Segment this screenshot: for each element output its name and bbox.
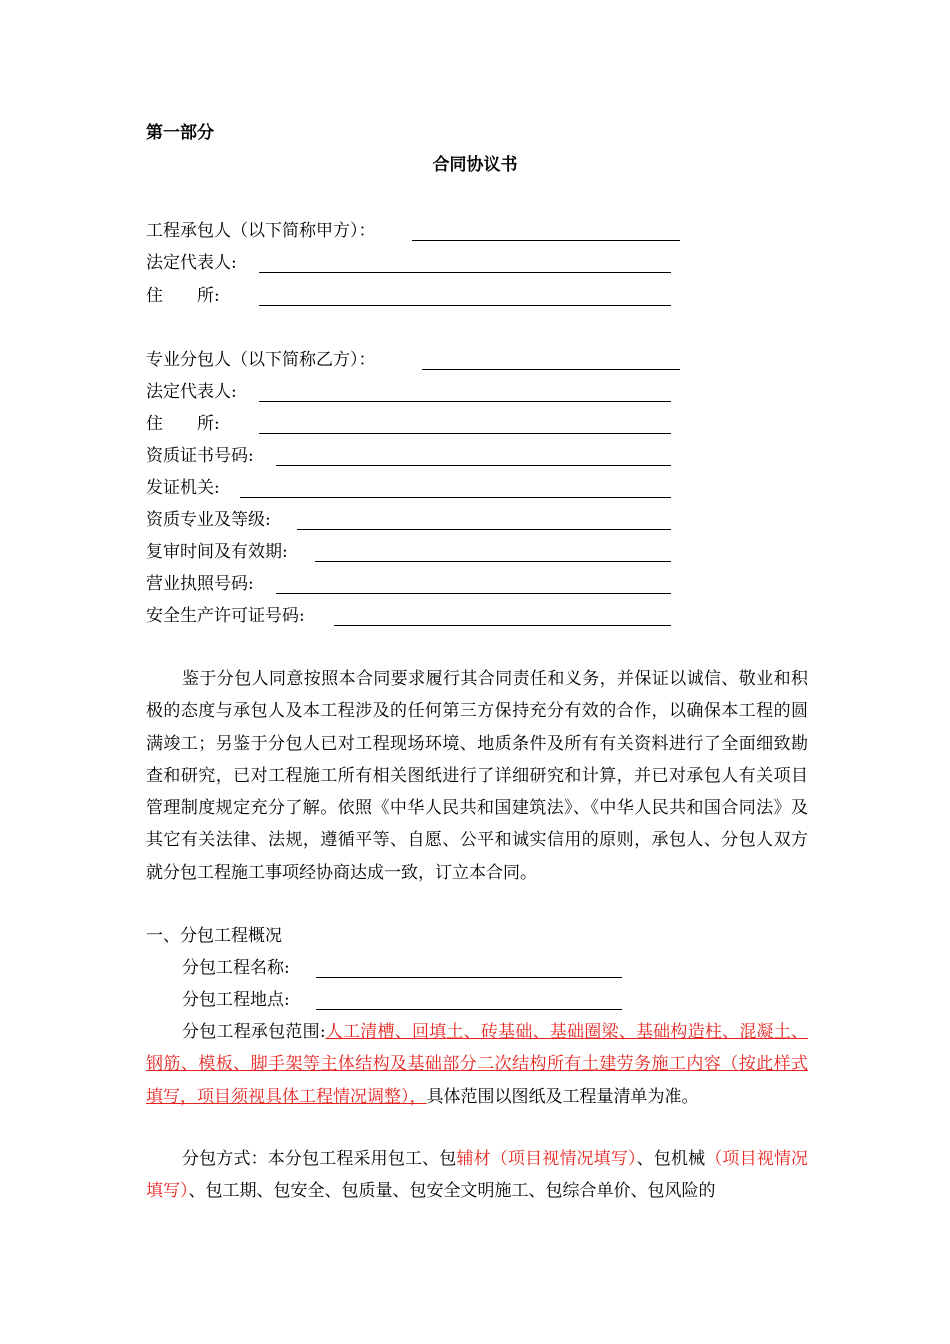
subproject-location-field[interactable] — [182, 987, 632, 1013]
party-b-review-field[interactable] — [146, 539, 676, 565]
party-b-qualification-field[interactable] — [146, 507, 676, 533]
section-1-heading: 一、分包工程概况 — [146, 926, 282, 946]
subproject-location-blank[interactable] — [316, 1009, 622, 1010]
party-a-contractor-blank[interactable] — [412, 240, 680, 241]
party-b-address-field[interactable] — [146, 411, 676, 437]
party-b-safety-permit-field[interactable] — [146, 603, 676, 629]
party-b-license-no-blank[interactable] — [276, 593, 671, 594]
party-b-safety-permit-label: 安全生产许可证号码: — [146, 606, 305, 626]
party-b-qualification-label: 资质专业及等级: — [146, 510, 271, 530]
party-b-legal-rep-field[interactable] — [146, 379, 676, 405]
party-b-subcontractor-label: 专业分包人（以下简称乙方）： — [146, 350, 376, 370]
mode-label: 分包方式：本分包工程采用包工、包 — [182, 1149, 457, 1169]
party-b-issuer-field[interactable] — [146, 475, 676, 501]
scope-tail: 具体范围以图纸及工程量清单为准。 — [426, 1086, 699, 1107]
party-b-issuer-blank[interactable] — [240, 497, 671, 498]
preamble-paragraph: 鉴于分包人同意按照本合同要求履行其合同责任和义务，并保证以诚信、敬业和积极的态度与承包人及本工程涉及的任何第三方保持充分有效的合作，以确保本工程的圆满竣工；另鉴于分包人已对工程现场环境、地质条件及所有有关资料进行了全面细致勘查和研究，已对工程施工所有相关图纸进行了详细研究和计算，并已对承包人有关项目管理制度规定充分了解。依照《中华人民共和国建筑法》、《中华人民共和国合同法》及其它有关法律、法规，遵循平等、自愿、公平和诚实信用的原则，承包人、分包人双方就分包工程施工事项经协商达成一致，订立本合同。 — [146, 669, 808, 883]
party-b-license-no-label: 营业执照号码: — [146, 574, 254, 594]
part-label: 第一部分 — [146, 123, 214, 143]
subproject-location-label: 分包工程地点: — [182, 990, 290, 1010]
mode-tail: 、包工期、包安全、包质量、包安全文明施工、包综合单价、包风险的 — [188, 1181, 716, 1202]
subproject-name-blank[interactable] — [316, 977, 622, 978]
mode-mid: 、包机械 — [636, 1149, 706, 1169]
party-b-subcontractor-blank[interactable] — [422, 369, 680, 370]
party-a-legal-rep-field[interactable] — [146, 250, 676, 276]
subproject-name-label: 分包工程名称: — [182, 958, 290, 978]
party-a-legal-rep-label: 法定代表人: — [146, 253, 237, 273]
party-a-contractor-field[interactable] — [146, 218, 686, 244]
party-b-cert-no-blank[interactable] — [276, 465, 671, 466]
scope-paragraph — [146, 1016, 808, 1113]
party-b-review-blank[interactable] — [315, 561, 671, 562]
party-a-legal-rep-blank[interactable] — [259, 272, 671, 273]
party-b-license-no-field[interactable] — [146, 571, 676, 597]
party-b-legal-rep-label: 法定代表人: — [146, 382, 237, 402]
scope-label: 分包工程承包范围: — [182, 1022, 326, 1042]
mode-red-materials: 辅材（项目视情况填写） — [456, 1149, 637, 1169]
mode-red-machinery: （项目视情况填写） — [146, 1149, 809, 1202]
party-a-contractor-label: 工程承包人（以下简称甲方）： — [146, 221, 376, 241]
party-b-cert-no-field[interactable] — [146, 443, 676, 469]
party-b-qualification-blank[interactable] — [297, 529, 671, 530]
party-b-address-blank[interactable] — [259, 433, 671, 434]
party-b-subcontractor-field[interactable] — [146, 347, 686, 373]
party-b-address-label: 住 所: — [146, 414, 220, 434]
document-title: 合同协议书 — [432, 155, 518, 175]
party-b-review-label: 复审时间及有效期: — [146, 542, 288, 562]
party-b-legal-rep-blank[interactable] — [259, 401, 671, 402]
party-b-issuer-label: 发证机关: — [146, 478, 220, 498]
party-a-address-blank[interactable] — [259, 305, 671, 306]
scope-red-text: 人工清槽、回填土、砖基础、基础圈梁、基础构造柱、混凝土、钢筋、模板、脚手架等主体结构及基础部分二次结构所有土建劳务施工内容（按此样式填写，项目须视具体工程情况调整）， — [146, 1022, 809, 1107]
subproject-name-field[interactable] — [182, 955, 632, 981]
party-b-cert-no-label: 资质证书号码: — [146, 446, 254, 466]
party-a-address-field[interactable] — [146, 283, 676, 309]
subcontract-mode-paragraph — [146, 1143, 808, 1208]
party-a-address-label: 住 所: — [146, 286, 220, 306]
party-b-safety-permit-blank[interactable] — [334, 625, 671, 626]
